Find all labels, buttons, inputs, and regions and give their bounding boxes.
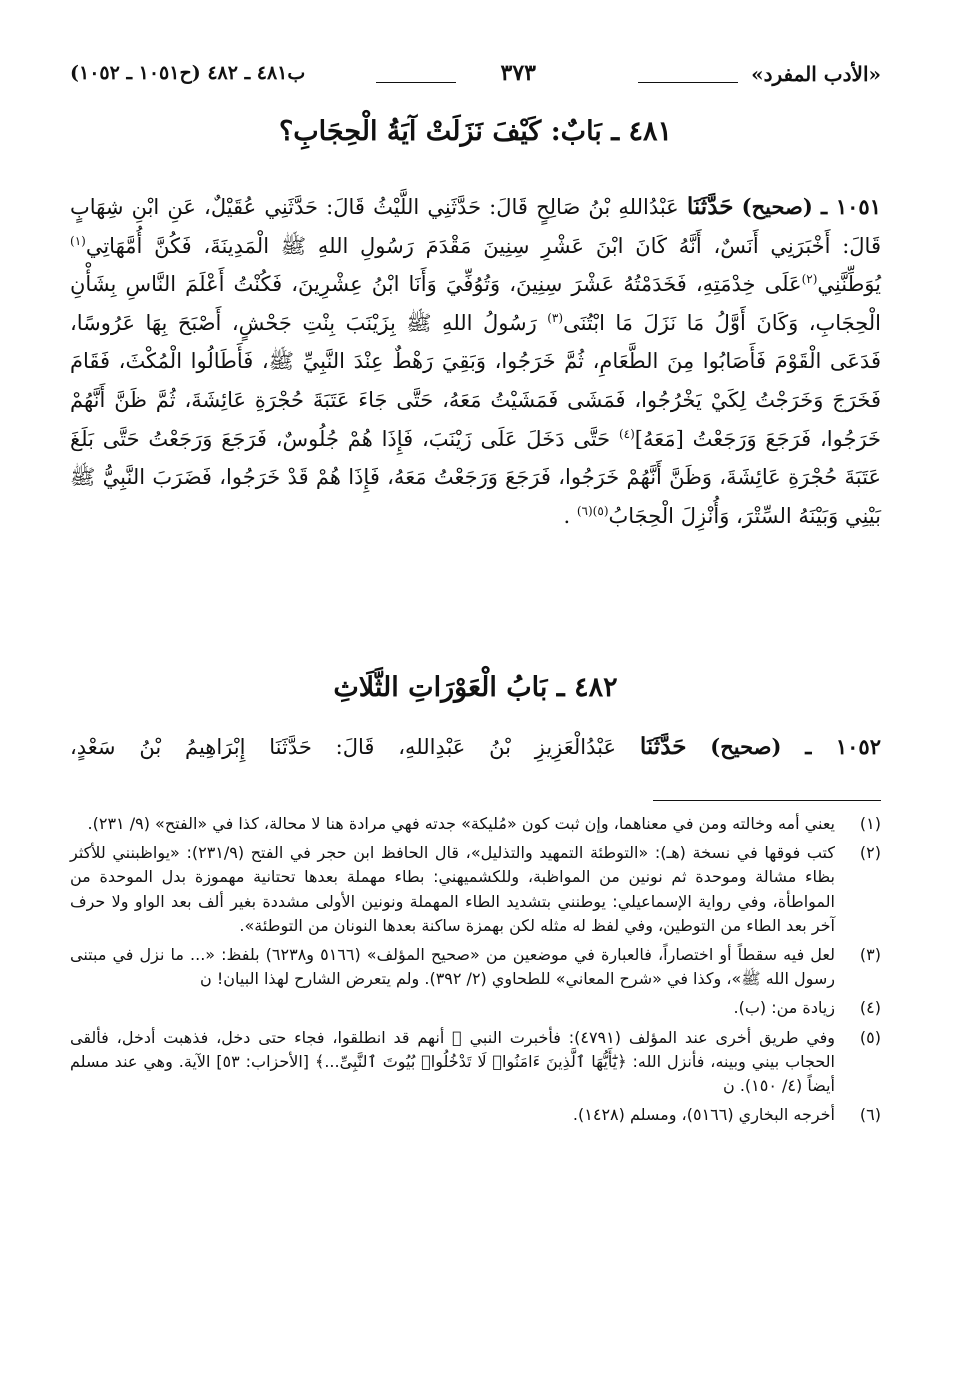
hadith-body: عَبْدُالْعَزِيزِ بْنُ عَبْدِاللهِ، قَالَ: حَدَّثَنَا إِبْرَاهِيمُ بْنُ سَعْدٍ، [70, 735, 640, 759]
book-title: «الأدب المفرد» [751, 62, 881, 86]
hadith-body: رَسُولُ اللهِ ﷺ بِزَيْنَبَ بِنْتِ جَحْشٍ، أَصْبَحَ بِهَا عَرُوسًا، فَدَعَى الْقَوْمَ فَأَصَابُوا مِنَ الطَّعَامِ، ثُمَّ خَرَجُوا، وَبَقِيَ رَهْطٌ عِنْدَ النَّبِيِّ ﷺ، فَأَطَالُوا الْمُكْثَ، فَقَامَ فَخَرَجَ وَخَرَجْتُ لِكَيْ يَخْرُجُوا، فَمَشَى فَمَشَيْتُ مَعَهُ، حَتَّى جَاءَ عَتَبَةَ حُجْرَةِ عَائِشَةَ، ثُمَّ ظَنَّ أَنَّهُمْ خَرَجُوا، فَرَجَعَ وَرَجَعْتُ [مَعَهُ] [70, 310, 882, 451]
footnote-number: (٥) [859, 1027, 881, 1047]
hadith-text [70, 728, 881, 767]
chapter-range: ب٤٨١ ـ ٤٨٢ (ح١٠٥١ ـ ١٠٥٢) [70, 62, 306, 84]
hadith-body: عَلَى خِدْمَتِهِ، فَخَدَمْتُهُ عَشْرَ سِنِينَ، وَتُوُفِّيَ وَأَنَا ابْنُ عِشْرِينَ، فَكُنْتُ أَعْلَمَ النَّاسِ بِشَأْنِ الْحِجَابِ، وَكَانَ أَوَّلُ مَا نَزَلَ مَا ابْتُنَى [70, 272, 882, 335]
footnote [70, 841, 881, 938]
footnote [70, 812, 881, 836]
footnote-text: وفي طريق أخرى عند المؤلف (٤٧٩١): فأخبرت النبي ﷺ أنهم قد انطلقوا، فجاء حتى دخل، فذهبت أدخل، فألقى الحجاب بيني وبينه، فأنزل الله: ﴿يَٰٓأَيُّهَا ٱلَّذِينَ ءَامَنُوا۟ لَا تَدْخُلُوا۟ بُيُوتَ ٱلنَّبِىِّ...﴾ [الأحزاب: ٥٣] الآية. وهي عند مسلم أيضاً (٤/ ١٥٠). ن [70, 1027, 835, 1096]
hadith-grade: (صحيح) [741, 194, 813, 219]
footnote-text: يعني أمه وخالته ومن في معناهما، وإن ثبت كون «مُليكة» جدته فهي مرادة هنا لا محالة، كذا في «الفتح» (٩/ ٢٣١). [87, 814, 835, 833]
footnote-number: (٦) [859, 1105, 881, 1125]
header-rule [638, 82, 738, 83]
running-header [70, 62, 881, 92]
narration-word: حَدَّثَنَا [686, 193, 734, 220]
header-rule [376, 82, 456, 83]
hadith-body: يُوَطِّنَّنِي [817, 272, 881, 297]
footnote-separator [653, 800, 881, 801]
footnote-ref: (٣) [547, 310, 564, 325]
footnote-text: لعل فيه سقطاً أو اختصاراً، فالعبارة في موضعين من «صحيح المؤلف» (٥١٦٦ و٦٢٣٨) بلفظ: «... ما نزل في مبتنى رسول الله ﷺ»، وكذا في «شرح المعاني» للطحاوي (٢/ ٣٩٢). ولم يتعرض الشارح لهذا البيان! ن [70, 945, 836, 989]
hadith-body: عَبْدُاللهِ بْنُ صَالِحٍ قَالَ: حَدَّثَنِي اللَّيْثُ قَالَ: حَدَّثَنِي عُقَيْلٌ، عَنِ ابْنِ شِهَابٍ قَالَ: أَخْبَرَنِي أَنَسٌ، أَنَّهُ كَانَ ابْنَ عَشْرِ سِنِينَ مَقْدَمَ رَسُولِ اللهِ ﷺ الْمَدِينَةَ، فَكُنَّ أُمَّهَاتِي [70, 195, 881, 258]
footnote-text: زيادة من: (ب). [733, 998, 835, 1018]
footnote-ref: (٥)(٦) [576, 503, 609, 518]
hadith-text [70, 188, 881, 535]
chapter-title: ٤٨١ ـ بَابٌ: كَيْفَ نَزَلَتْ آيَةُ الْحِجَابِ؟ [278, 116, 673, 147]
footnote [70, 996, 881, 1020]
narration-word: حَدَّثَنَا [639, 733, 687, 760]
footnote-text: كتب فوقها في نسخة (هـ): «التوطئة التمهيد والتذليل»، قال الحافظ ابن حجر في الفتح (٢٣١/٩): «يواظبنني للأكثر بظاء مشالة وموحدة ثم نونين من المواظبة، وللكشميهني: بطاء مهملة بعدها تحتانية مهموزة بدل الموحدة من المواطأة، وفي رواية الإسماعيلي: يوطنني بتشديد الطاء المهملة ونونين الأولى مشددة بغير ألف بعد الواو ولا حرف آخر بعد الطاء من التوطين، وفي لفظ له مثله لكن بهمزة ساكنة بعدها النونان من التوطئة». [70, 843, 836, 935]
hadith-number: ١٠٥١ ـ [820, 194, 881, 219]
footnote [70, 943, 881, 991]
footnote-number: (٤) [859, 998, 881, 1018]
hadith-body: حَتَّى دَخَلَ عَلَى زَيْنَبَ، فَإِذَا هُمْ جُلُوسٌ، فَرَجَعَ وَرَجَعْتُ حَتَّى بَلَغَ عَتَبَةَ حُجْرَةِ عَائِشَةَ، وَظَنَّ أَنَّهُمْ خَرَجُوا، فَرَجَعَ وَرَجَعْتُ مَعَهُ، فَإِذَا هُمْ قَدْ خَرَجُوا، فَضَرَبَ النَّبِيُّ ﷺ بَيْنِي وَبَيْنَهُ السِّتْرَ، وَأُنْزِلَ الْحِجَابُ [70, 426, 881, 528]
page-number: ٣٧٣ [500, 60, 536, 86]
footnote-text: أخرجه البخاري (٥١٦٦)، ومسلم (١٤٢٨). [572, 1105, 835, 1125]
footnote-ref: (١) [70, 233, 86, 248]
hadith-grade: (صحيح) [710, 734, 782, 759]
footnote [70, 1026, 881, 1099]
hadith-number: ١٠٥٢ ـ [805, 734, 881, 759]
footnote-number: (٢) [859, 843, 881, 863]
footnote-ref: (٢) [801, 272, 818, 287]
footnote [70, 1103, 881, 1127]
footnote-ref: (٤) [618, 426, 635, 441]
footnote-number: (١) [859, 814, 881, 833]
footnotes [70, 812, 881, 1132]
footnote-number: (٣) [859, 945, 881, 965]
chapter-title: ٤٨٢ ـ بَابُ الْعَوْرَاتِ الثَّلَاثِ [333, 672, 618, 703]
hadith-body: . [563, 503, 577, 528]
